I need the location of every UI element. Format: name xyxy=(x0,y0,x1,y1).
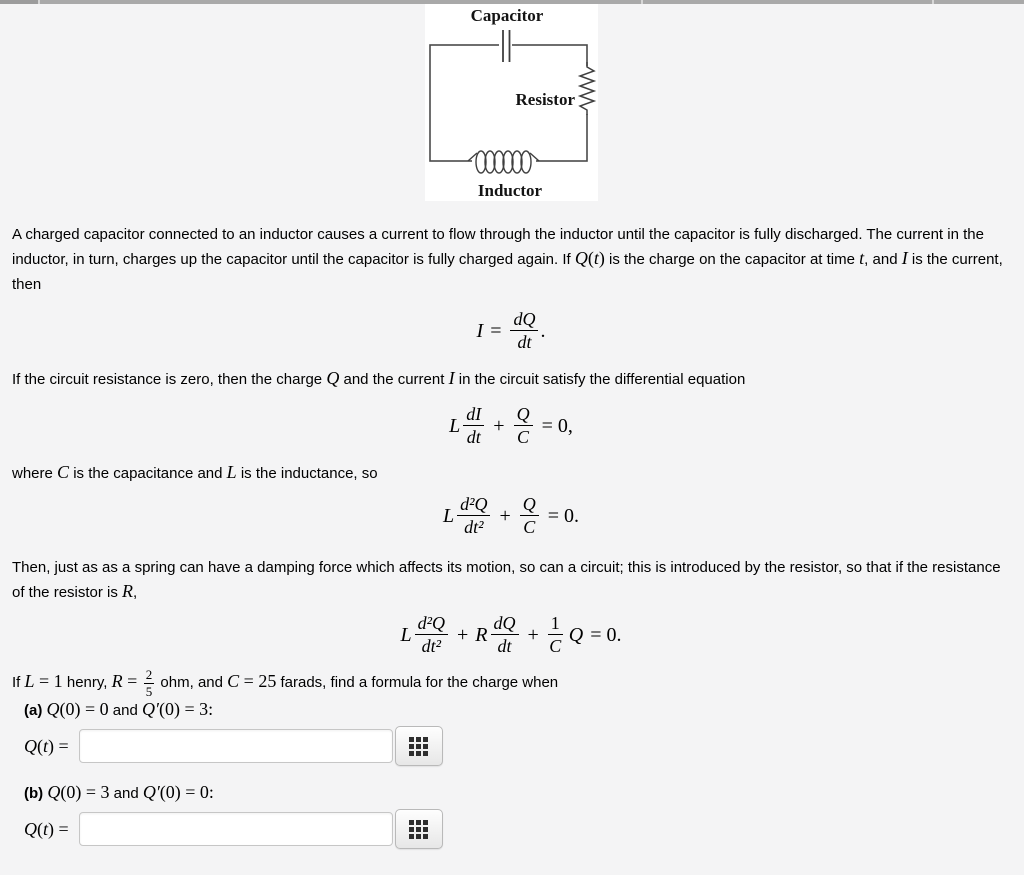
coefficient-R: R xyxy=(475,623,488,646)
part-b-answer-row xyxy=(24,809,1010,849)
fraction-numerator: Q xyxy=(514,405,533,426)
plus-sign: + xyxy=(493,414,505,437)
chrome-divider xyxy=(641,0,643,4)
fraction-denominator: C xyxy=(517,427,530,447)
equals-zero: = 0, xyxy=(541,414,573,437)
equation-first-order xyxy=(12,405,1010,446)
circuit-svg xyxy=(425,4,598,201)
equation-editor-button-a[interactable] xyxy=(395,726,443,766)
fraction xyxy=(457,495,490,536)
intro-paragraph: A charged capacitor connected to an inductor causes a current to flow through the inductor until the capacitor is fully discharged. The current in the inductor, in turn, charges up the capacitor until the capacitor is fully charged again. If Q(t) is the charge on the capacitor at time t, and I is the current, then xyxy=(12,226,1003,293)
fraction-denominator: dt xyxy=(497,636,512,656)
fraction-denominator: dt xyxy=(517,332,532,352)
equation-damped xyxy=(12,614,1010,655)
fraction xyxy=(548,614,563,655)
fraction-numerator: d²Q xyxy=(457,495,490,516)
fraction xyxy=(415,614,448,655)
fraction-numerator: dQ xyxy=(510,310,538,331)
equation-editor-button-b[interactable] xyxy=(395,809,443,849)
coefficient-L: L xyxy=(449,414,461,437)
fraction xyxy=(491,614,519,655)
chrome-segment xyxy=(0,0,38,4)
window-chrome-strip xyxy=(0,0,1024,4)
chrome-divider xyxy=(932,0,934,4)
fraction xyxy=(510,310,538,351)
fraction-denominator: C xyxy=(523,517,536,537)
fraction-denominator: dt xyxy=(466,427,481,447)
fraction-denominator: dt² xyxy=(421,636,441,656)
fraction-numerator: dQ xyxy=(491,614,519,635)
fraction xyxy=(463,405,484,446)
fraction xyxy=(520,495,539,536)
fraction-denominator: C xyxy=(549,636,562,656)
variable-Q: Q xyxy=(568,623,584,646)
fraction xyxy=(514,405,533,446)
fraction-numerator: 1 xyxy=(548,614,563,635)
part-a-condition: (a) Q(0) = 0 and Q′(0) = 3: xyxy=(24,699,214,720)
circuit-diagram xyxy=(425,4,598,201)
chrome-divider xyxy=(38,0,40,4)
plus-sign: + xyxy=(499,504,511,527)
equals-sign: = xyxy=(490,319,502,342)
zero-resistance-paragraph: If the circuit resistance is zero, then the charge Q and the current I in the circuit satisfy the differential equation xyxy=(12,368,746,388)
punctuation: . xyxy=(540,319,546,342)
resistor-label: Resistor xyxy=(515,90,575,109)
keypad-grid-icon xyxy=(409,737,414,742)
fraction-denominator: dt² xyxy=(464,517,484,537)
fraction-numerator: d²Q xyxy=(415,614,448,635)
equals-zero: = 0. xyxy=(547,504,580,527)
problem-body xyxy=(0,222,1024,849)
part-b-answer-label: Q(t) = xyxy=(24,818,69,839)
coefficient-L: L xyxy=(442,504,455,527)
capacitor-label: Capacitor xyxy=(470,6,544,25)
capacitance-paragraph: where C is the capacitance and L is the inductance, so xyxy=(12,462,378,482)
equation-current-definition xyxy=(12,310,1010,351)
inductor-label: Inductor xyxy=(477,181,543,200)
part-b-condition: (b) Q(0) = 3 and Q′(0) = 0: xyxy=(24,782,214,803)
answer-input-b[interactable] xyxy=(79,812,393,846)
damping-paragraph: Then, just as as a spring can have a damping force which affects its motion, so can a circuit; this is introduced by the resistor, so that if the resistance of the resistor is R, xyxy=(12,559,1001,601)
answer-input-a[interactable] xyxy=(79,729,393,763)
plus-sign: + xyxy=(527,623,539,646)
keypad-grid-icon xyxy=(409,820,414,825)
equals-zero: = 0. xyxy=(590,623,622,646)
part-a-answer-label: Q(t) = xyxy=(24,735,69,756)
equation-term: I xyxy=(476,319,484,342)
task-paragraph: If L = 1 henry, R = $\frac{2}{5}$ ohm, and C = 25 farads, find a formula for the charge when xyxy=(12,667,559,699)
fraction-numerator: Q xyxy=(520,495,539,516)
fraction-numerator: dI xyxy=(463,405,484,426)
plus-sign: + xyxy=(457,623,469,646)
equation-second-order xyxy=(12,495,1010,536)
coefficient-L: L xyxy=(400,623,412,646)
part-a-answer-row xyxy=(24,726,1010,766)
